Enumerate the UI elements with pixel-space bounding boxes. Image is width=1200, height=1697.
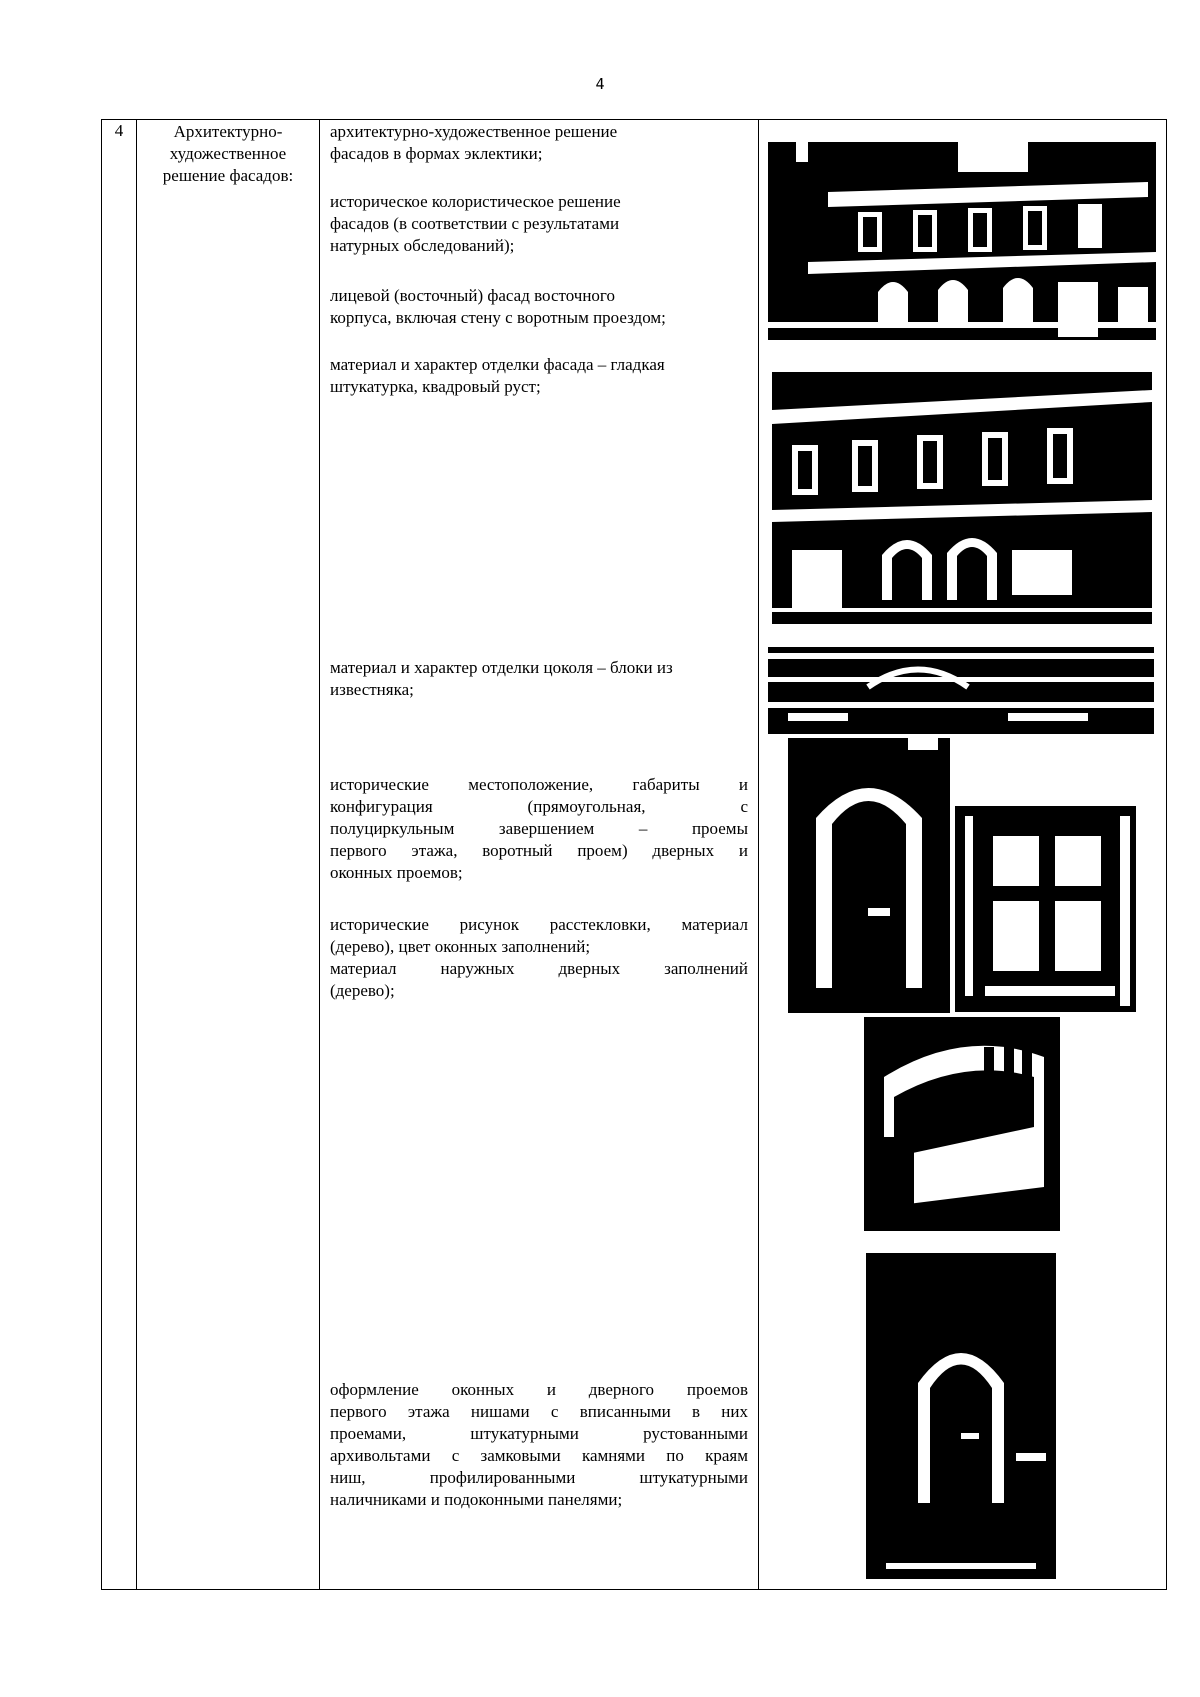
arched-door-photo [788,738,950,1013]
column-divider [136,119,137,1590]
text-line: оконных проемов; [330,863,463,882]
plinth-photo [768,647,1154,734]
page-number: 4 [595,75,605,93]
niche-door-photo [866,1253,1056,1579]
text-line: корпуса, включая стену с воротным проездом; [330,308,666,327]
text-line: ниш, профилированными штукатурными [330,1468,748,1487]
text-line: известняка; [330,680,414,699]
text-line: историческое колористическое решение [330,192,621,211]
text-line: лицевой (восточный) фасад восточного [330,286,615,305]
column-divider [758,119,759,1590]
item-facade-style [330,121,748,165]
facade-photo-2 [772,350,1152,624]
text-line: первого этажа нишами с вписанными в них [330,1402,748,1421]
text-line: оформление оконных и дверного проемов [330,1380,748,1399]
text-line: архитектурно-художественное решение [330,122,618,141]
text-line: исторические рисунок расстекловки, материал [330,915,748,934]
text-line: первого этажа, воротный проем) дверных и [330,841,748,860]
text-line: (дерево); [330,981,395,1000]
text-line: архивольтами с замковыми камнями по краям [330,1446,748,1465]
item-facade-finish [330,354,748,398]
category-line: решение фасадов: [162,166,294,185]
text-line: (дерево), цвет оконных заполнений; [330,937,591,956]
item-openings [330,774,748,884]
text-line: материал и характер отделки цоколя – блоки из [330,658,673,677]
item-glazing [330,914,748,1002]
text-line: фасадов в формах эклектики; [330,144,543,163]
text-line: наличниками и подоконными панелями; [330,1490,623,1509]
window-photo [955,776,1136,1012]
item-main-facade [330,285,748,329]
gate-passage-photo [864,1017,1060,1231]
text-line: полуциркульным завершением – проемы [330,819,748,838]
text-line: материал наружных дверных заполнений [330,959,748,978]
text-line: конфигурация (прямоугольная, с [330,797,748,816]
text-line: фасадов (в соответствии с результатами [330,214,620,233]
text-line: натурных обследований); [330,236,515,255]
text-line: проемами, штукатурными рустованными [330,1424,748,1443]
item-niches [330,1379,748,1511]
item-color-solution [330,191,748,257]
item-plinth-finish [330,657,748,701]
category-cell [140,121,316,187]
category-line: художественное [169,144,287,163]
row-number: 4 [114,121,124,140]
text-line: штукатурка, квадровый руст; [330,377,541,396]
text-line: исторические местоположение, габариты и [330,775,748,794]
category-line: Архитектурно- [173,122,283,141]
facade-photo-1 [768,122,1156,340]
column-divider [319,119,320,1590]
text-line: материал и характер отделки фасада – гладкая [330,355,665,374]
